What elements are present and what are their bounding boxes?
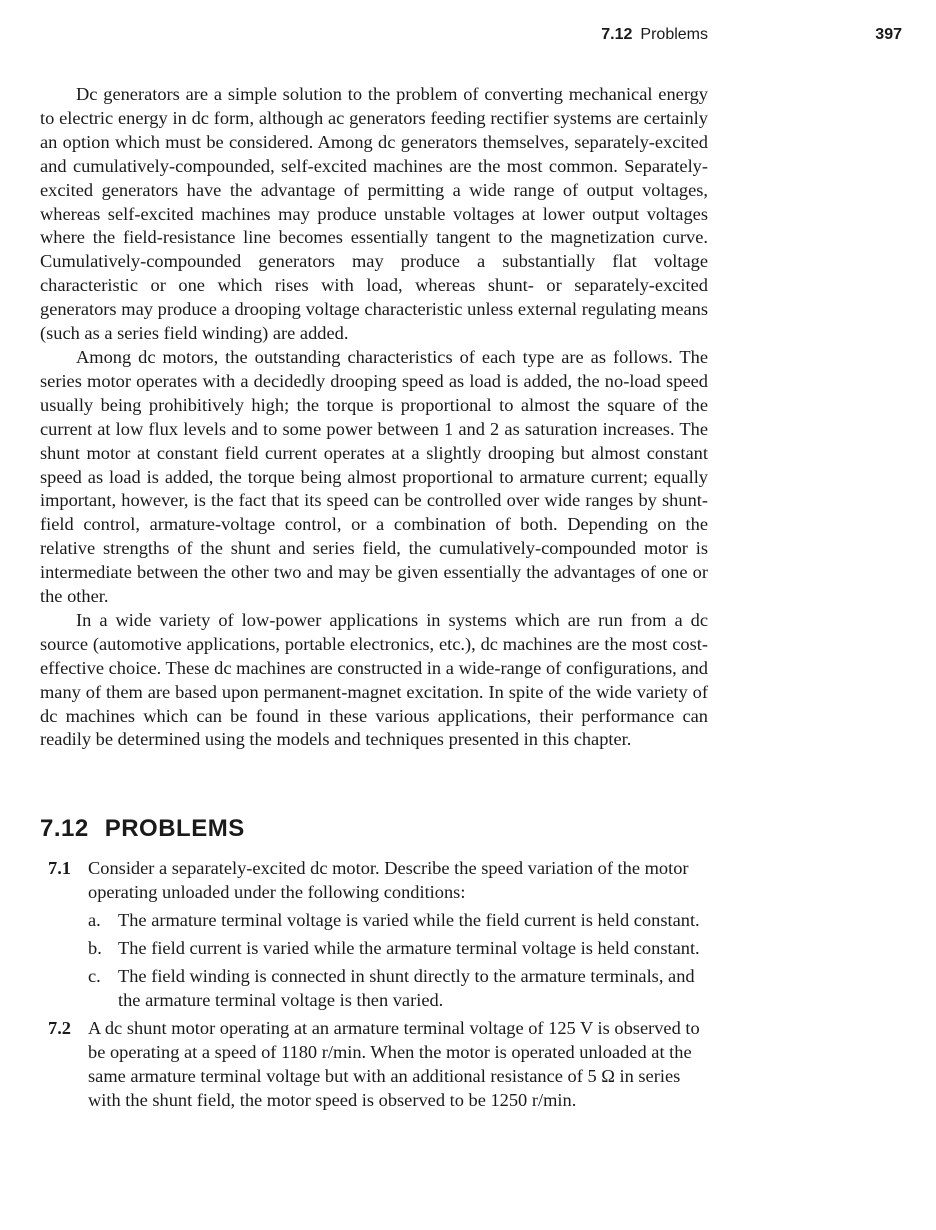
running-header-section-number: 7.12 xyxy=(601,26,633,43)
paragraph: Among dc motors, the outstanding characteristics of each type are as follows. The series motor operates with a decidedly drooping speed as load is added, the no-load speed usually being prohibitively high; the torque is proportional to almost the square of the current at low flux levels and to some power between 1 and 2 as saturation increases. The shunt motor at constant field current operates at a slightly drooping but almost constant speed as load is added, the torque being almost proportional to armature current; equally important, however, is the fact that its speed can be controlled over wide ranges by shunt-field control, armature-voltage control, or a combination of both. Depending on the relative strengths of the shunt and series field, the cumulatively-compounded motor is intermediate between the other two and may be given essentially the advantages of one or the other. xyxy=(40,346,708,607)
problem-7-2 xyxy=(40,1016,710,1112)
page-number: 397 xyxy=(875,26,902,43)
subitem-label: b. xyxy=(88,938,102,958)
problem-text: Consider a separately-excited dc motor. Describe the speed variation of the motor operating unloaded under the following conditions: xyxy=(88,858,689,902)
section-heading-number: 7.12 xyxy=(40,815,89,842)
section-heading xyxy=(40,814,245,844)
subitem-a xyxy=(88,908,710,932)
running-header xyxy=(0,24,936,48)
subitem-b xyxy=(88,936,710,960)
subitem-label: c. xyxy=(88,966,101,986)
subitem-text: The field current is varied while the armature terminal voltage is held constant. xyxy=(118,938,700,958)
problem-text: A dc shunt motor operating at an armature terminal voltage of 125 V is observed to be operating at a speed of 1180 r/min. When the motor is operated unloaded at the same armature terminal voltage but with an additional resistance of 5 Ω in series with the shunt field, the motor speed is observed to be 1250 r/min. xyxy=(88,1018,700,1110)
paragraph: In a wide variety of low-power applications in systems which are run from a dc source (automotive applications, portable electronics, etc.), dc machines are the most cost-effective choice. These dc machines are constructed in a wide-range of configurations, and many of them are based upon permanent-magnet excitation. In spite of the wide variety of dc machines which can be found in these various applications, their performance can readily be determined using the models and techniques presented in this chapter. xyxy=(40,609,708,750)
problem-7-1 xyxy=(40,856,710,1012)
running-header-section-title: Problems xyxy=(640,26,708,43)
section-heading-title: PROBLEMS xyxy=(104,815,245,842)
subitem-label: a. xyxy=(88,910,101,930)
subitem-c xyxy=(88,964,710,1012)
problem-list xyxy=(40,856,710,1116)
problem-number: 7.2 xyxy=(48,1018,71,1038)
running-header-section xyxy=(601,24,708,46)
problem-number: 7.1 xyxy=(48,858,71,878)
paragraph: Dc generators are a simple solution to the problem of converting mechanical energy to electric energy in dc form, although ac generators feeding rectifier systems are certainly an option which must be considered. Among dc generators themselves, separately-excited and cumulatively-compounded, self-excited machines are the most common. Separately-excited generators have the advantage of permitting a wide range of output voltages, whereas self-excited machines may produce unstable voltages at lower output voltages where the field-resistance line becomes essentially tangent to the magnetization curve. Cumulatively-compounded generators may produce a substantially flat voltage characteristic or one which rises with load, whereas shunt- or separately-excited generators may produce a drooping voltage characteristic unless external regulating means (such as a series field winding) are added. xyxy=(40,84,708,344)
subitem-text: The field winding is connected in shunt directly to the armature terminals, and the armature terminal voltage is then varied. xyxy=(118,966,695,1010)
problem-subitems xyxy=(88,908,710,1012)
subitem-text: The armature terminal voltage is varied while the field current is held constant. xyxy=(118,910,700,930)
body-text xyxy=(40,83,708,752)
